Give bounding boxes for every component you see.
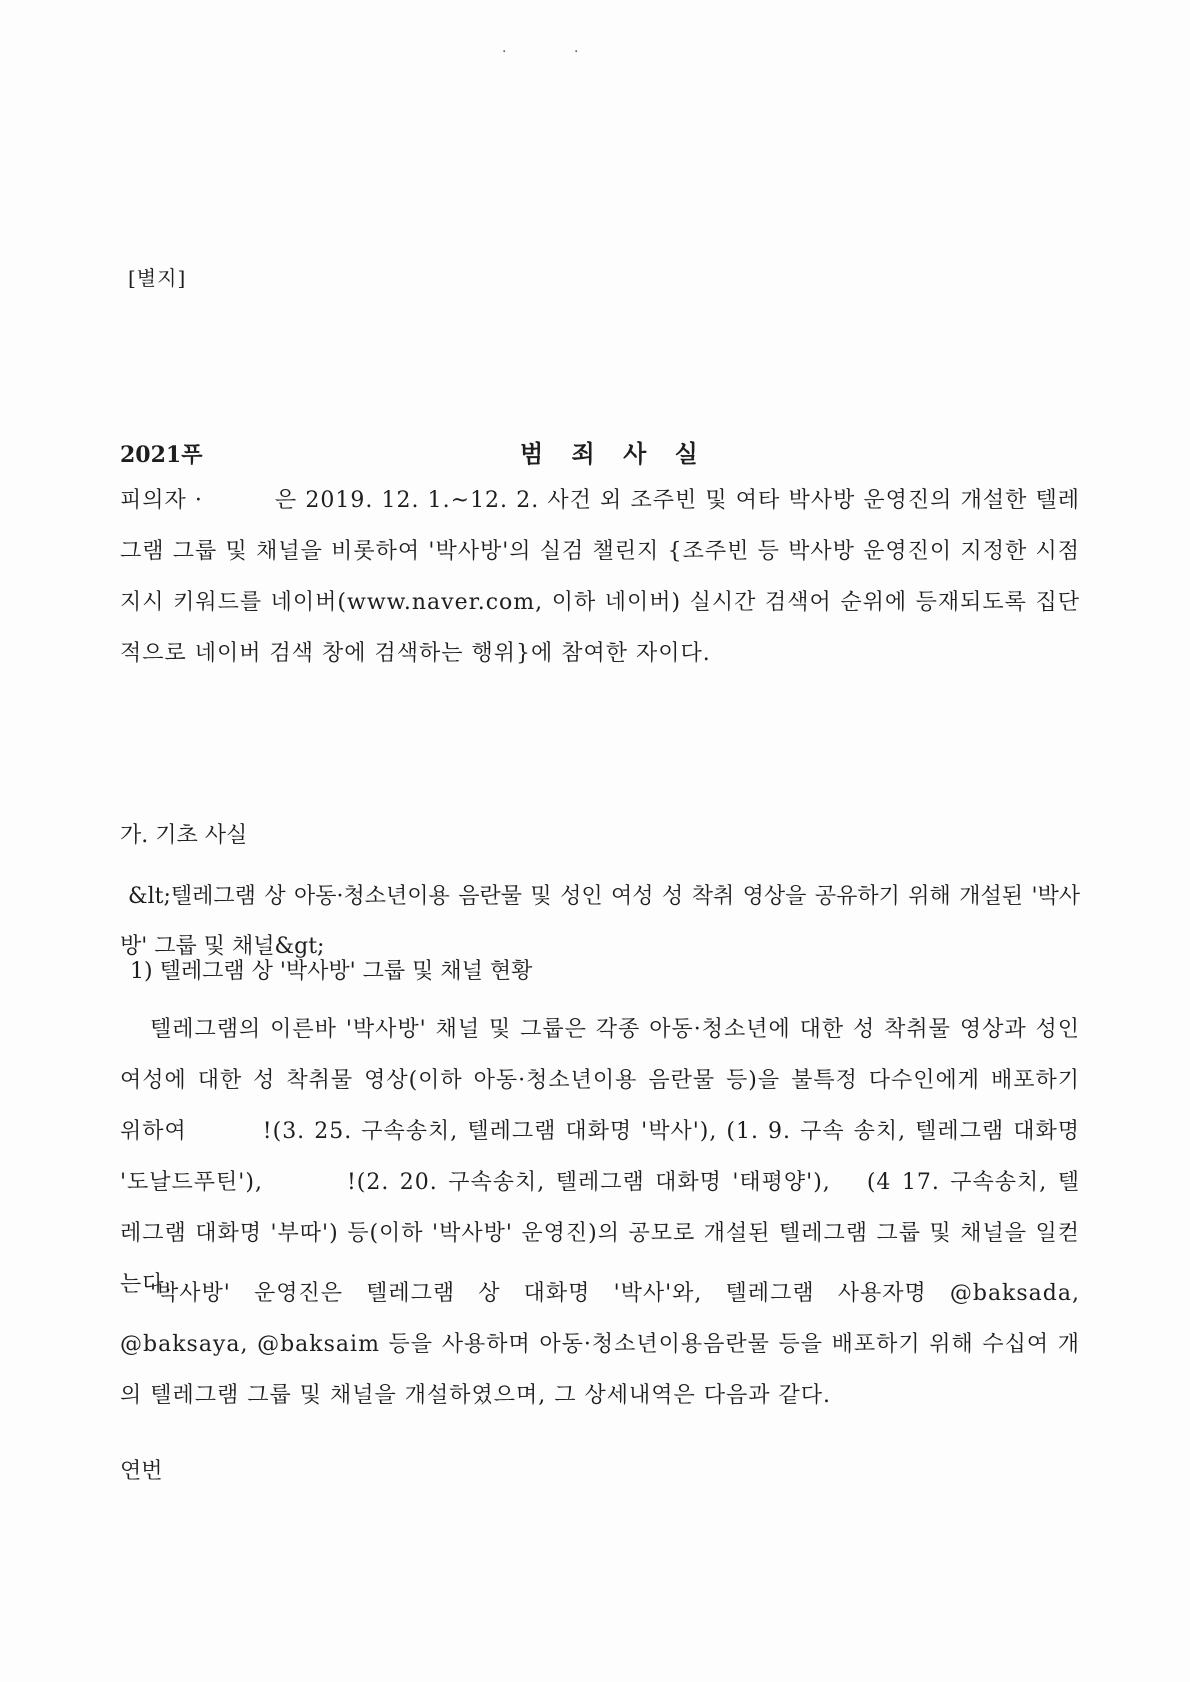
body-paragraph-2: '박사방' 운영진은 텔레그램 상 대화명 '박사'와, 텔레그램 사용자명 @baksada, @baksaya, @baksaim 등을 사용하며 아동·청소년이용음란물 등을 배포하기 위해 수십여 개의 텔레그램 그룹 및 채널을 개설하였으며, 그 상세내역은 다음과 같다. (120, 1281, 1080, 1408)
table-row-label: 연번 (120, 1459, 163, 1484)
intro-text: 은 2019. 12. 1.~12. 2. 사건 외 조주빈 및 여타 박사방 운영진의 개설한 텔레그램 그룹 및 채널을 비롯하여 '박사방'의 실검 챌린지 {조주빈 등 박사방 운영진이 지정한 시점 지시 키워드를 네이버(www.naver.com, 이하 네이버) 실시간 검색어 순위에 등재되도록 집단적으로 네이버 검색 창에 검색하는 행위}에 참여한 자이다. (120, 488, 1080, 666)
body1-part3: !(2. 20. 구속송치, 텔레그램 대화명 '태평양'), (346, 1170, 831, 1195)
case-number: 2021푸 (120, 442, 203, 468)
section-subtitle: &lt;텔레그램 상 아동·청소년이용 음란물 및 성인 여성 성 착취 영상을 공유하기 위해 개설된 '박사방' 그룹 및 채널&gt; (120, 884, 1080, 959)
scan-mark: · (502, 44, 507, 60)
body1-part4: (4 17. 구속송치, 텔레그램 대화명 '부따') 등(이하 '박사방' 운영진)의 공모로 개설된 텔레그램 그룹 및 채널을 일컫는다. (120, 1170, 1080, 1297)
scan-mark: · (574, 44, 579, 60)
intro-paragraph (120, 475, 1080, 679)
suspect-prefix: 피의자 · (120, 488, 203, 513)
body1-part2: !(3. 25. 구속송치, 텔레그램 대화명 '박사'), (1. 9. 구속 송치, 텔레그램 대화명 '도날드푸틴'), (120, 1119, 1080, 1195)
title-row (120, 438, 1080, 478)
body-paragraph-1 (120, 1004, 1080, 1310)
section-heading: 가. 기초 사실 (120, 823, 248, 848)
document-title: 범 죄 사 실 (520, 439, 708, 468)
body1-part1: 텔레그램의 이른바 '박사방' 채널 및 그룹은 각종 아동·청소년에 대한 성 착취물 영상과 성인 여성에 대한 성 착취물 영상(이하 아동·청소년이용 음란물 등)을 불특정 다수인에게 배포하기 위하여 (120, 1017, 1080, 1144)
attachment-label: [별지] (128, 266, 187, 290)
item-heading: 1) 텔레그램 상 '박사방' 그룹 및 채널 현황 (130, 959, 533, 984)
